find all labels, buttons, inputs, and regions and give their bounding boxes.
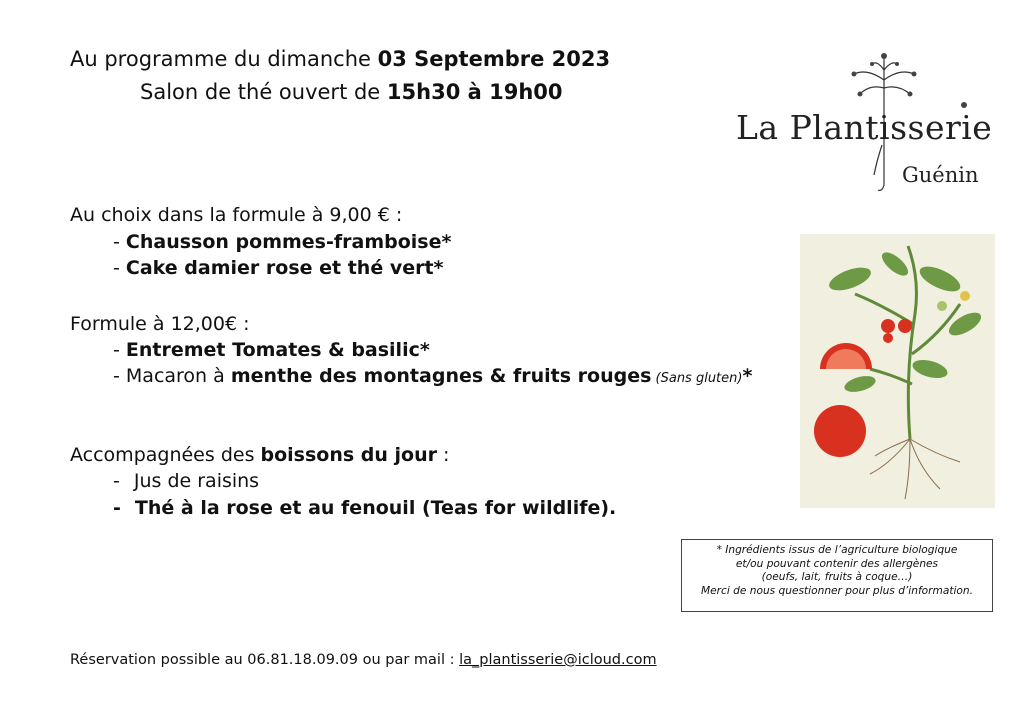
tomato-plant-illustration [800,234,995,508]
drink-item: - Jus de raisins [113,470,260,492]
note-line: Merci de nous questionner pour plus d’information. [701,584,973,597]
gluten-free-note: (Sans gluten) [651,371,743,386]
logo [732,50,994,200]
opening-hours: 15h30 à 19h00 [386,80,563,104]
allergen-note-box [681,539,993,612]
menu-item: - Macaron à menthe des montagnes & fruits rouges (Sans gluten)* [113,365,753,387]
note-line: (oeufs, lait, fruits à coque…) [761,571,913,583]
email-link[interactable]: la_plantisserie@icloud.com [459,652,657,668]
menu-item: - Cake damier rose et thé vert* [113,257,444,279]
drink-item: - Thé à la rose et au fenouil (Teas for wildlife). [113,497,617,519]
reservation-footer: Réservation possible au 06.81.18.09.09 ou par mail : la_plantisserie@icloud.com [70,652,657,668]
tomato-plant-icon [800,234,995,508]
program-date: 03 Septembre 2023 [377,47,611,71]
opening-hours-line: Salon de thé ouvert de 15h30 à 19h00 [140,80,563,104]
note-line: et/ou pouvant contenir des allergènes [735,557,939,570]
formule-9-title: Au choix dans la formule à 9,00 € : [70,204,403,226]
menu-item: - Entremet Tomates & basilic* [113,339,430,361]
program-date-line: Au programme du dimanche 03 Septembre 2023 [70,47,611,71]
logo-name: La Plantisserie [736,108,993,147]
logo-place: Guénin [902,163,979,187]
formule-12-title: Formule à 12,00€ : [70,313,250,335]
menu-item: - Chausson pommes-framboise* [113,231,452,253]
note-line: * Ingrédients issus de l’agriculture biologique [716,544,958,556]
drinks-title: Accompagnées des boissons du jour : [70,444,450,466]
